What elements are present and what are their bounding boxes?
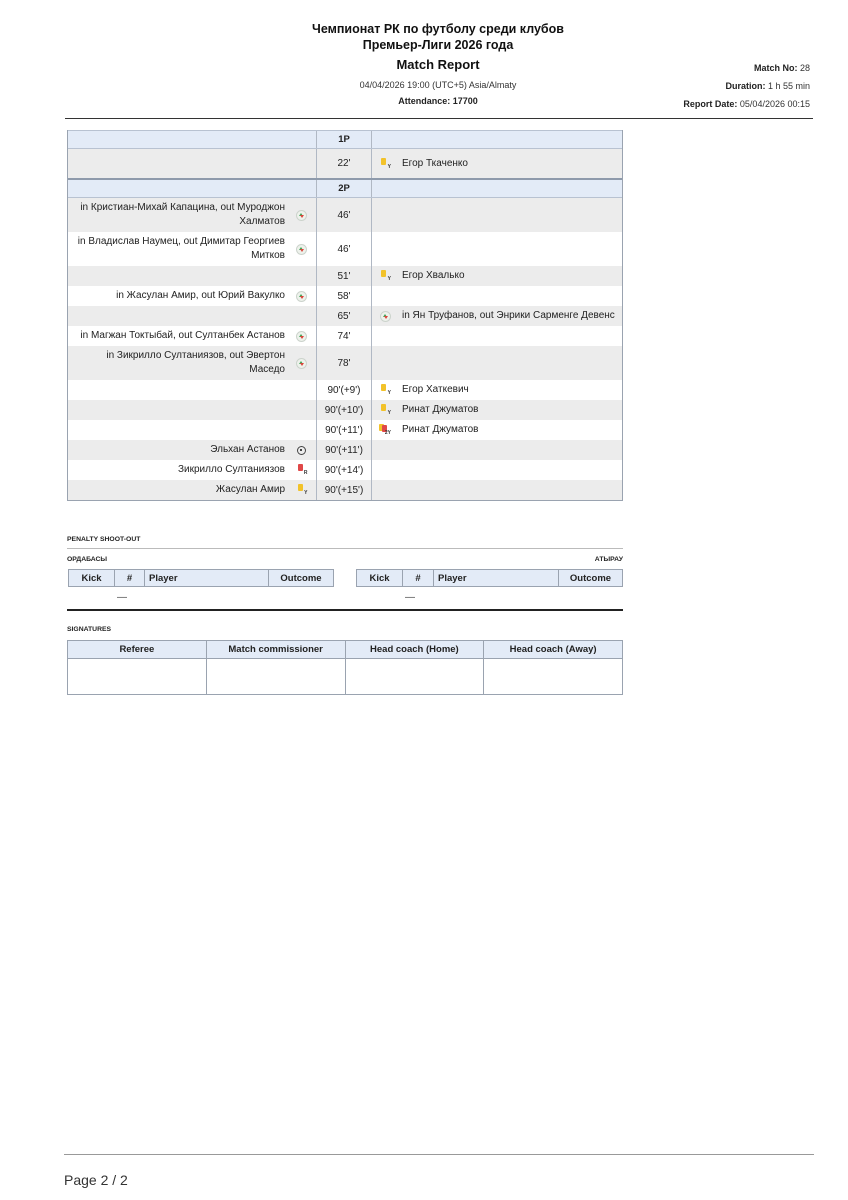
yellow-card-icon: Y <box>379 158 391 170</box>
home-event-text: in Жасулан Амир, out Юрий Вакулко <box>116 290 285 301</box>
event-row <box>68 460 622 480</box>
event-row <box>68 286 622 306</box>
yellow-card-icon: Y <box>296 484 308 496</box>
column-kick: Kick <box>357 570 403 586</box>
column-number: # <box>403 570 434 586</box>
home-event-text: Зикрилло Султаниязов <box>177 464 285 475</box>
penalty-goal-icon <box>297 446 306 455</box>
event-minute: 46' <box>316 232 372 266</box>
period-label: 1P <box>316 131 372 148</box>
substitution-icon <box>296 291 307 302</box>
column-outcome: Outcome <box>280 572 322 584</box>
substitution-icon <box>296 244 307 255</box>
signature-referee-box <box>68 659 207 694</box>
substitution-icon <box>296 210 307 221</box>
away-penalty-table <box>356 569 623 587</box>
attendance: Attendance: 17700 <box>398 96 478 106</box>
substitution-icon <box>296 331 307 342</box>
signature-commissioner-header: Match commissioner <box>207 641 346 658</box>
event-row <box>68 480 622 500</box>
home-penalty-table <box>68 569 334 587</box>
red-card-icon: R <box>296 464 308 476</box>
report-title: Match Report <box>396 57 480 72</box>
home-team-name: ОРДАБАСЫ <box>67 556 108 563</box>
home-event-text: Жасулан Амир <box>215 484 285 495</box>
away-event-text: in Ян Труфанов, out Энрики Сарменге Девенс <box>402 310 615 321</box>
event-row <box>68 420 622 440</box>
event-minute: 22' <box>316 149 372 178</box>
event-row <box>68 198 622 232</box>
competition-title: Чемпионат РК по футболу среди клубов <box>312 22 564 36</box>
period-header-row <box>68 130 622 149</box>
event-minute: 90'(+14') <box>316 460 372 480</box>
away-event-text: Егор Хаткевич <box>402 384 469 395</box>
column-player: Player <box>434 570 559 586</box>
event-minute: 78' <box>316 346 372 380</box>
away-event-text <box>398 460 622 480</box>
period-header-row <box>68 178 622 198</box>
signature-referee-header: Referee <box>68 641 207 658</box>
signature-home-coach-box <box>346 659 485 694</box>
period-label: 2P <box>316 180 372 197</box>
event-minute: 90'(+11') <box>316 440 372 460</box>
event-minute: 65' <box>316 306 372 326</box>
home-event-text: in Магжан Токтыбай, out Султанбек Астанов <box>80 330 285 341</box>
away-event-text <box>398 326 622 346</box>
home-event-text <box>68 420 287 440</box>
event-row <box>68 266 622 286</box>
away-event-text: Ринат Джуматов <box>402 404 479 415</box>
yellow-card-icon: Y <box>379 270 391 282</box>
home-event-text: in Кристиан-Михай Капацина, out Муроджон Халматов <box>80 202 285 227</box>
home-event-text <box>68 380 287 400</box>
column-number: # <box>115 570 145 586</box>
event-row <box>68 326 622 346</box>
competition-subtitle: Премьер-Лиги 2026 года <box>362 38 514 52</box>
event-row <box>68 400 622 420</box>
home-event-text <box>68 400 287 420</box>
report-date: Report Date: 05/04/2026 00:15 <box>683 99 810 109</box>
away-event-text: Егор Хвалько <box>402 270 465 281</box>
report-header <box>0 0 848 120</box>
signatures-table <box>67 640 623 695</box>
away-event-text <box>398 198 622 232</box>
event-row <box>68 380 622 400</box>
second-yellow-card-icon: 2Y <box>379 424 391 436</box>
event-row <box>68 306 622 326</box>
event-row <box>68 346 622 380</box>
page-number: Page 2 / 2 <box>64 1172 128 1188</box>
away-event-text <box>398 286 622 306</box>
header-divider <box>65 118 813 119</box>
column-player: Player <box>145 570 269 586</box>
away-event-text <box>398 440 622 460</box>
home-event-text <box>68 306 287 326</box>
event-minute: 90'(+11') <box>316 420 372 440</box>
column-kick: Kick <box>69 570 115 586</box>
away-event-text <box>398 480 622 500</box>
away-event-text: Ринат Джуматов <box>402 424 479 435</box>
event-minute: 90'(+9') <box>316 380 372 400</box>
column-outcome: Outcome <box>569 572 612 584</box>
penalty-shootout-title: PENALTY SHOOT-OUT <box>67 536 141 543</box>
away-empty-marker: — <box>405 592 415 603</box>
home-event-text: in Владислав Наумец, out Димитар Георгиев Митков <box>77 236 285 261</box>
event-row <box>68 440 622 460</box>
event-row <box>68 232 622 266</box>
match-datetime: 04/04/2026 19:00 (UTC+5) Asia/Almaty <box>359 80 517 90</box>
home-event-text <box>68 149 287 178</box>
event-minute: 74' <box>316 326 372 346</box>
home-event-text: in Зикрилло Султаниязов, out Эвертон Маседо <box>106 350 285 375</box>
match-number: Match No: 28 <box>753 63 810 73</box>
event-minute: 58' <box>316 286 372 306</box>
penalty-divider <box>67 548 623 549</box>
away-event-text: Егор Ткаченко <box>402 157 468 169</box>
match-duration: Duration: 1 h 55 min <box>725 81 810 91</box>
substitution-icon <box>296 358 307 369</box>
away-event-text <box>398 346 622 380</box>
signature-away-coach-header: Head coach (Away) <box>509 644 597 655</box>
signatures-title: SIGNATURES <box>67 626 112 633</box>
event-row <box>68 149 622 178</box>
yellow-card-icon: Y <box>379 384 391 396</box>
event-minute: 90'(+15') <box>316 480 372 500</box>
event-minute: 46' <box>316 198 372 232</box>
signature-commissioner-box <box>207 659 346 694</box>
home-event-text <box>68 266 287 286</box>
home-empty-marker: — <box>117 592 127 603</box>
substitution-icon <box>380 311 391 322</box>
event-minute: 51' <box>316 266 372 286</box>
penalty-bottom-rule <box>67 609 623 611</box>
yellow-card-icon: Y <box>379 404 391 416</box>
event-minute: 90'(+10') <box>316 400 372 420</box>
away-team-name: АТЫРАУ <box>594 556 623 563</box>
home-event-text: Эльхан Астанов <box>210 444 285 455</box>
footer-divider <box>64 1154 814 1155</box>
signature-home-coach-header: Head coach (Home) <box>346 641 485 658</box>
signature-away-coach-box <box>484 659 622 694</box>
events-table <box>67 130 623 501</box>
away-event-text <box>398 232 622 266</box>
